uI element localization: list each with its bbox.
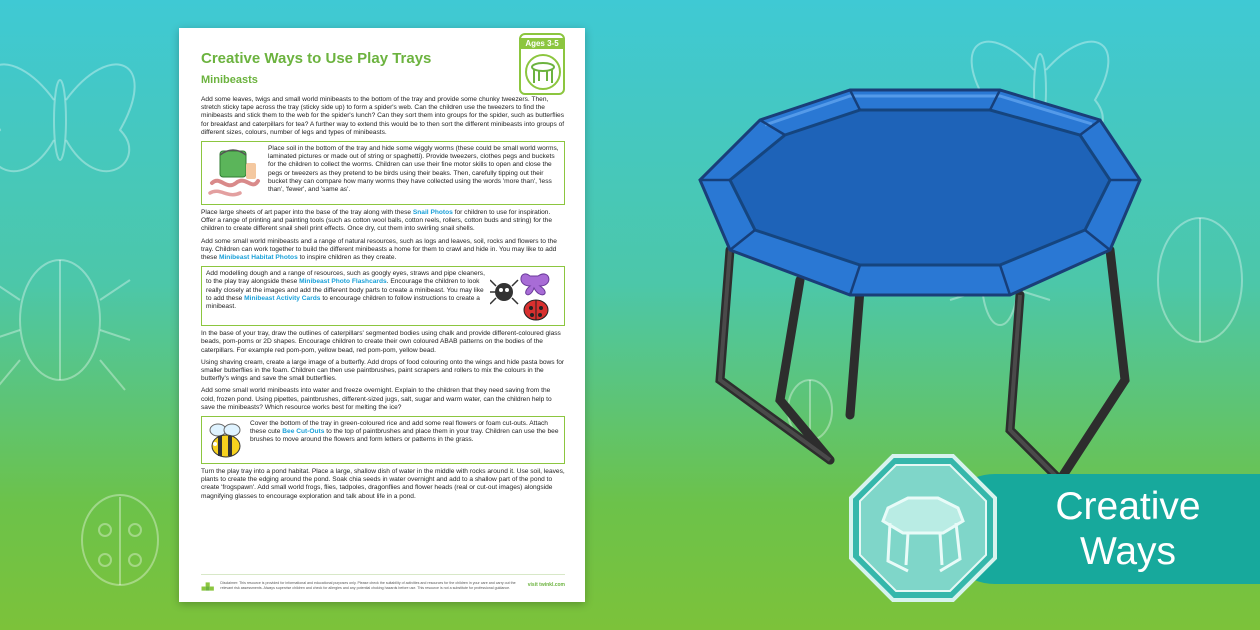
paragraph-text: to encourage children to follow instructions to create a minibeast. xyxy=(206,294,480,311)
paragraph-text: to the top of paintbrushes and place them in your tray. Children can use the bee brushes to move around the flowers and form letters or patterns in the grass. xyxy=(250,428,559,444)
beetle-outline-icon xyxy=(0,260,130,390)
paragraph-text: for children to use for inspiration. Offer a range of printing and painting tools (such as cotton wool balls, cotton reels, rollers, cotton buds and string) for the children to create different snail shell print effects. Once dry, cut them into swirling snail shells. xyxy=(201,209,553,233)
tray-base xyxy=(730,110,1110,265)
bee-icon xyxy=(206,420,246,460)
activity-paragraph: Turn the play tray into a pond habitat. Place a large, shallow dish of water in the middle with rocks around it. Use soil, leaves, plants to create the edging around the pond. Soak chia seeds in water overnight and add to a shallow part of the pond to create 'frogspawn'. Add small world frogs, flies, tadpoles, dragonflies and flower heads (real or cut-out images) alongside magnifying glasses to encourage exploration and talk about life in a pond. xyxy=(201,468,565,500)
paragraph-text: Cover the bottom of the tray in green-coloured rice and add some real flowers or foam cut-outs. Attach these cute xyxy=(250,420,548,436)
document-footer xyxy=(201,574,565,596)
worm-bucket-icon xyxy=(206,145,264,201)
twinkl-blocks-logo-icon xyxy=(201,577,214,595)
play-tray-illustration xyxy=(690,80,1150,500)
paragraph-text: to inspire children as they create. xyxy=(297,254,397,262)
play-tray-icon xyxy=(524,53,562,91)
activity-paragraph: Add some leaves, twigs and small world minibeasts to the bottom of the tray and provide some chunky tweezers. Then, stretch sticky tape across the tray (sticky side up) to form a spider's web. Can the children use the tweezers to find the minibeasts and stick them to the web for the spider's lunch? Can they sort them into groups for the spider, such as butterflies for breakfast and caterpillars for tea? A further way to extend this would be to then sort the different minibeasts into groups of different sizes, colours, number of legs and types of minibeasts. xyxy=(201,96,565,136)
ladybird-outline-icon xyxy=(82,495,158,585)
banner-line-1: Creative xyxy=(1055,485,1201,528)
document-subtitle: Minibeasts xyxy=(201,74,258,86)
paragraph-text: Add some small world minibeasts and a range of natural resources, such as logs and leaves, soil, rocks and flowers to the tray. Children can work together to build the different minibeasts a home for them to crawl and hide in. You may like to add these xyxy=(201,237,557,262)
activity-paragraph xyxy=(201,209,565,234)
document-body xyxy=(201,96,565,501)
activity-paragraph: Place soil in the bottom of the tray and hide some wiggly worms (these could be small world worms, laminated pictures or made out of string or spaghetti). Provide tweezers, clothes pegs and buckets for the children to collect the worms. Children can use their fine motor skills to open and close the pegs or tweezers as they pretend to be birds using their beaks. Then, carefully tipping out their bucket they can compare how many worms they have collected using the words 'more than', 'less than', 'fewer', and 'same as'. xyxy=(268,145,559,194)
ages-badge xyxy=(519,33,565,95)
butterfly-outline-icon xyxy=(0,64,135,171)
minibeast-habitat-photos-link[interactable]: Minibeast Habitat Photos xyxy=(218,254,298,262)
paragraph-text: Place large sheets of art paper into the base of the tray along with these xyxy=(201,209,413,217)
beetle-outline-icon xyxy=(1158,218,1242,342)
activity-box-worms xyxy=(201,141,565,205)
bee-cut-outs-link[interactable]: Bee Cut-Outs xyxy=(282,428,325,436)
snail-photos-link[interactable]: Snail Photos xyxy=(412,209,453,217)
footer-site-link[interactable]: visit twinkl.com xyxy=(527,582,565,589)
play-tray-octagon-badge xyxy=(848,453,998,603)
activity-paragraph xyxy=(206,270,486,311)
activity-paragraph: Add some small world minibeasts into water and freeze overnight. Explain to the children that they need saving from the cold, frozen pond. Using pipettes, paintbrushes, different-sized jugs, salt, sugar and warm water, can the children help to save the minibeasts? Which resource works best for melting the ice? xyxy=(201,387,552,411)
minibeast-photo-flashcards-link[interactable]: Minibeast Photo Flashcards xyxy=(299,278,387,286)
footer-disclaimer: Disclaimer: This resource is provided for informational and educational purposes only. Please check the suitability of activities and resources for the children in your care and carry out the relevant risk assessments. Always supervise children and check for allergies and any potential choking hazards before use. This resource is not a substitute for professional guidance. xyxy=(220,581,516,590)
activity-sheet-document xyxy=(179,28,585,602)
paragraph-text: . Encourage the children to look really closely at the images and add the different body parts to create a minibeast. You may like to add these xyxy=(206,278,484,302)
ages-label: Ages 3-5 xyxy=(521,38,563,49)
activity-paragraph: In the base of your tray, draw the outlines of caterpillars' segmented bodies using chalk and provide different-coloured glass beads, pom-poms or 2D shapes. Encourage children to create their own coloured ABAB patterns on the bodies of the caterpillars. For example red pom-pom, yellow bead, red pom-pom, yellow bead. xyxy=(201,330,561,354)
minibeasts-icon xyxy=(490,270,560,322)
activity-paragraph xyxy=(201,238,565,263)
activity-box-modelling xyxy=(201,266,565,326)
tray-leg xyxy=(1060,250,1125,480)
banner-line-2: Ways xyxy=(1079,530,1177,573)
activity-paragraph xyxy=(250,420,560,445)
creative-ways-title xyxy=(1008,484,1248,574)
tray-leg xyxy=(850,290,860,415)
activity-box-bees xyxy=(201,416,565,464)
minibeast-activity-cards-link[interactable]: Minibeast Activity Cards xyxy=(244,294,321,302)
activity-paragraph: Using shaving cream, create a large image of a butterfly. Add drops of food colouring onto the wings and hide pasta bows for smaller butterflies in the foam. Children can then use paintbrushes, paint scrapers and rollers to mix the colours in the butterfly's wings and save the small butterflies. xyxy=(201,358,565,383)
document-title: Creative Ways to Use Play Trays xyxy=(201,50,432,67)
paragraph-text: Add modelling dough and a range of resources, such as googly eyes, straws and pipe cleaners, to the play tray alongside these xyxy=(206,270,485,286)
